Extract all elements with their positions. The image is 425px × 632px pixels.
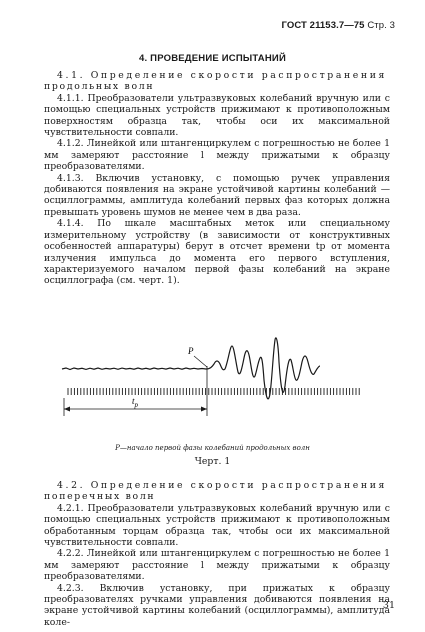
heading-4-2-line2: поперечных волн [44, 491, 156, 503]
paragraph-4-2-1: 4.2.1. Преобразователи ультразвуковых колебаний вручную или с помощью специальных устройств прижимают к противоположным обработанным торцам образца так, чтобы оси их максимальной чувствительности совпали. [44, 502, 390, 549]
heading-4-1-line1: 4.1. Определение скорости распространения [57, 70, 387, 81]
figure-number: Черт. 1 [194, 456, 231, 467]
heading-4-1-line2: продольных волн [44, 81, 155, 93]
p-leader [194, 356, 207, 367]
heading-4-2-line1: 4.2. Определение скорости распространения [57, 480, 387, 491]
tp-arrow-left [64, 407, 70, 412]
paragraph-4-2-2: 4.2.2. Линейкой или штангенциркулем с погрешностью не более 1 мм замеряют расстояние l между прижатыми к образцу преобразователями. [44, 548, 390, 583]
page-number: 31 [382, 600, 395, 611]
paragraph-4-1-1: 4.1.1. Преобразователи ультразвуковых колебаний вручную или с помощью специальных устройств прижимают к противоположным поверхностям образца так, чтобы оси их максимальной чувствительности совпали. [44, 92, 390, 139]
page-label: Стр. 3 [367, 20, 395, 31]
paragraph-4-1-3: 4.1.3. Включив установку, с помощью ручек управления добиваются появления на экране устойчивой картины колебаний — осциллограммы, амплитуда колебаний первых фаз которых должна превышать уровень шумов не менее чем в два раза. [44, 172, 390, 218]
figure-caption: P—начало первой фазы колебаний продольных волн [115, 444, 310, 452]
paragraph-4-2-3: 4.2.3. Включив установку, при прижатых к образцу преобразователях ручками управления добиваются появления на экране устойчивой картины колебаний (осциллограммы), амплитуда коле- [44, 582, 390, 628]
tp-arrow-right [201, 407, 207, 412]
section-4-1 [44, 70, 390, 287]
scale-marks [68, 388, 359, 395]
label-p: P [188, 346, 194, 356]
label-tp: $t_р$ [132, 396, 139, 409]
paragraph-4-1-2: 4.1.2. Линейкой или штангенциркулем с погрешностью не более 1 мм замеряют расстояние l между прижатыми к образцу преобразователями. [44, 138, 390, 173]
section-title: 4. ПРОВЕДЕНИЕ ИСПЫТАНИЙ [139, 53, 286, 64]
section-4-2 [44, 480, 390, 628]
oscillogram-figure [60, 336, 370, 442]
paragraph-4-1-4: 4.1.4. По шкале масштабных меток или специальному измерительному устройству (в зависимости от конструктивных особенностей аппаратуры) берут в отсчет времени tр от момента излучения импульса до момента его первого вступления, характеризуемого началом первой фазы колебаний на экране осциллографа (см. черт. 1). [44, 218, 390, 287]
page-header [281, 20, 395, 31]
standard-code: ГОСТ 21153.7—75 [281, 20, 365, 31]
